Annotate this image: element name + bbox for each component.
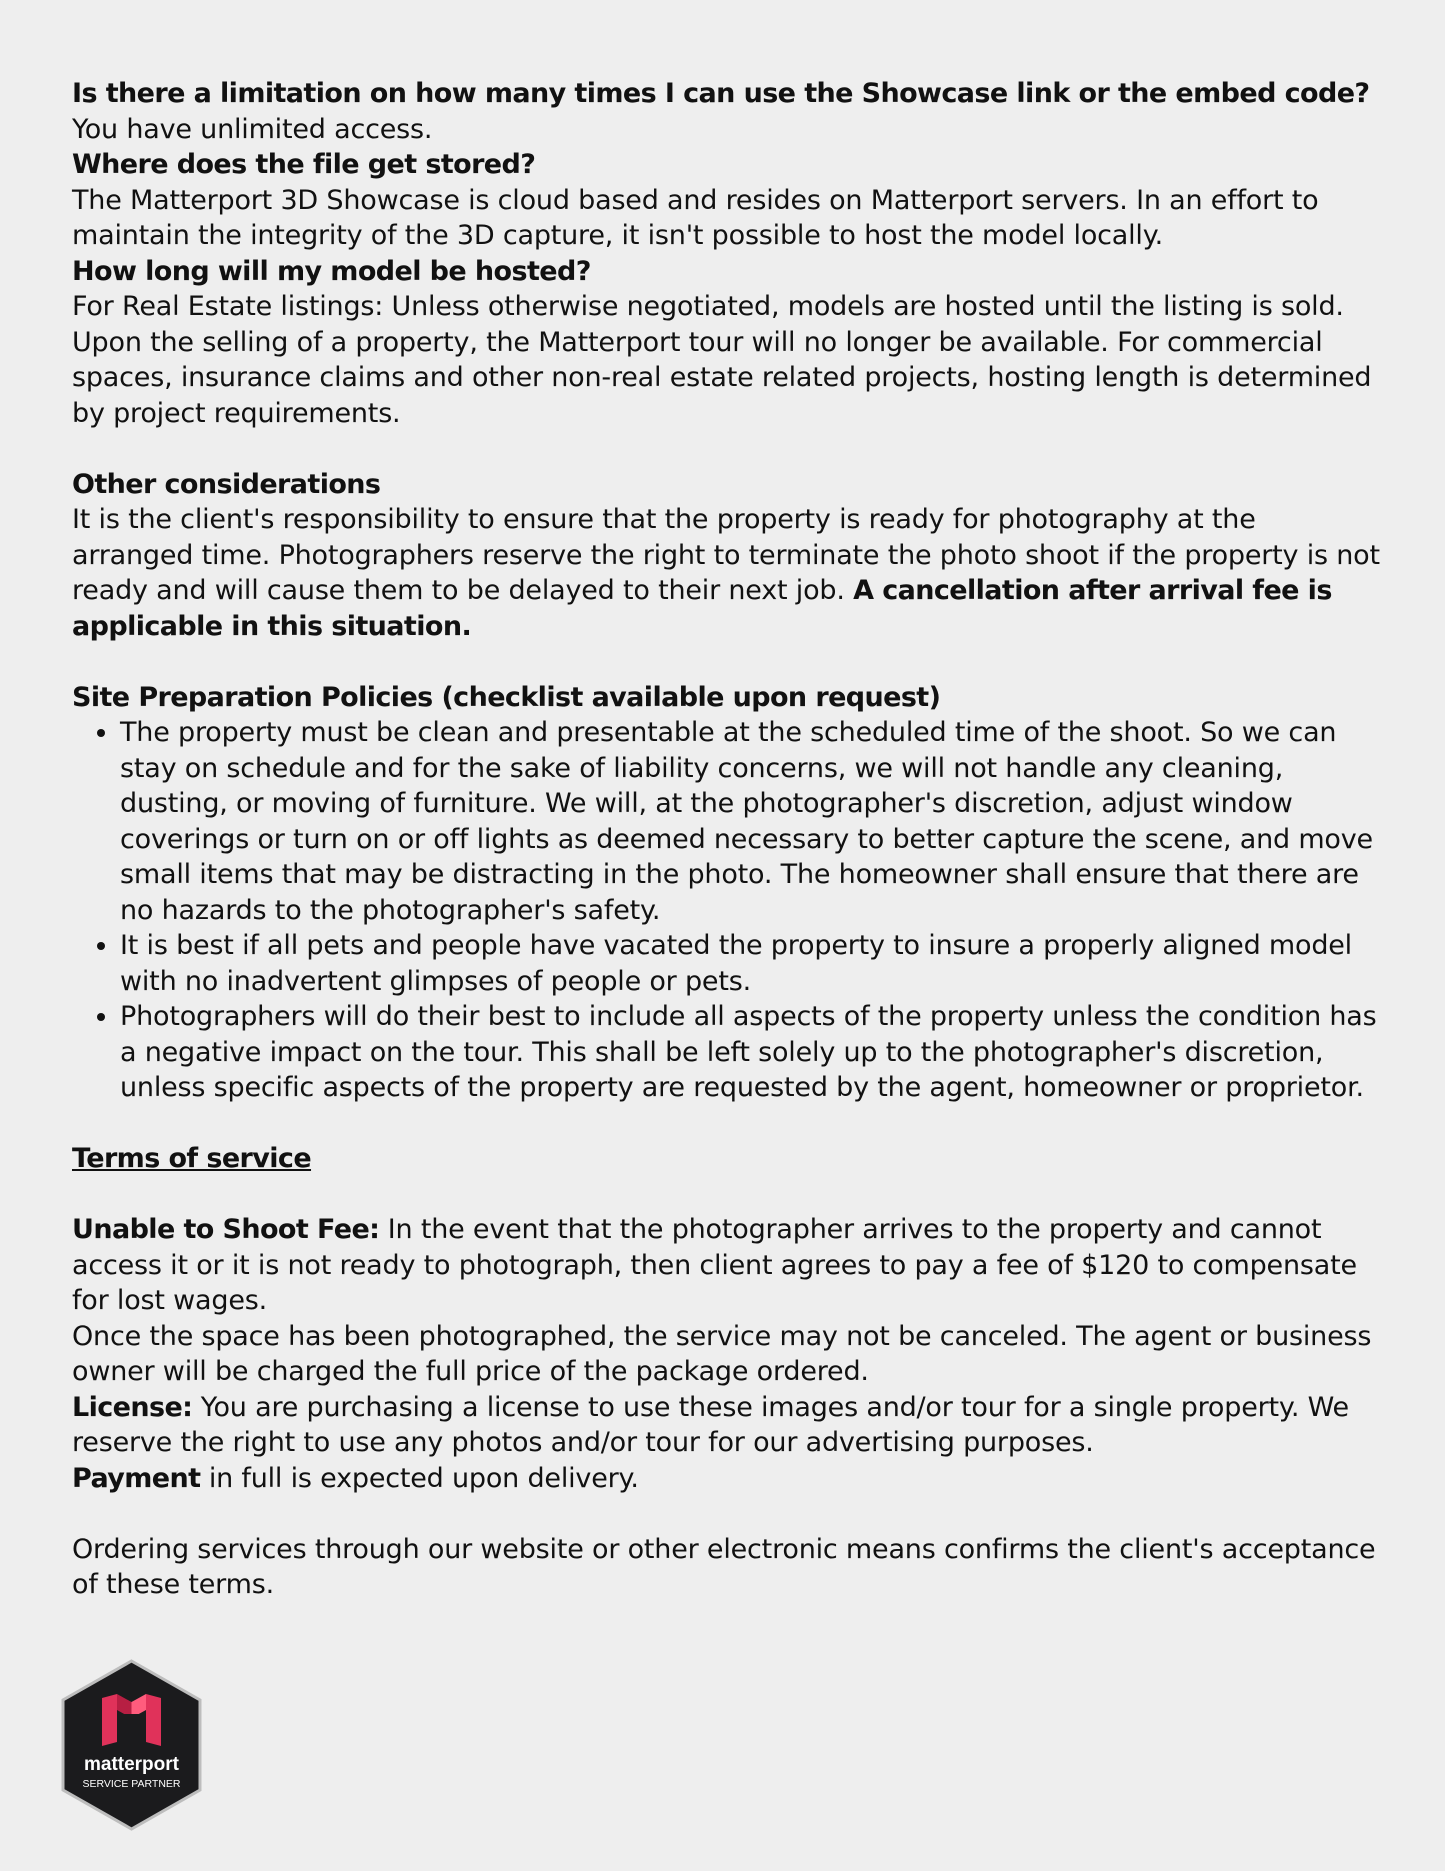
faq-answer-1: You have unlimited access. bbox=[72, 113, 433, 145]
terms-heading-line bbox=[72, 1141, 1382, 1177]
site-prep-list bbox=[72, 715, 1382, 1106]
unable-to-shoot-paragraph bbox=[72, 1212, 1382, 1319]
faq-question-1: Is there a limitation on how many times I can use the Showcase link or the embed code? bbox=[72, 78, 1370, 109]
unable-to-shoot-label: Unable to Shoot Fee: bbox=[72, 1214, 380, 1245]
unable-to-shoot-text: In the event that the photographer arrives to the property and cannot access it or it is not ready to photograph, then client agrees to pay a fee of $120 to compensate for lost wages. bbox=[72, 1214, 1357, 1316]
document-body bbox=[72, 76, 1382, 1603]
terms-heading: Terms of service bbox=[72, 1143, 312, 1174]
payment-text: in full is expected upon delivery. bbox=[200, 1462, 639, 1494]
list-item: • The property must be clean and presentable at the scheduled time of the shoot. So we can stay on schedule and for the sake of liability concerns, we will not handle any cleaning, dusting, or moving of furniture. We will, at the photographer's discretion, adjust window coverings or turn on or off lights as deemed necessary to better capture the scene, and move small items that may be distracting in the photo. The homeowner shall ensure that there are no hazards to the photographer's safety. bbox=[120, 715, 1382, 928]
other-considerations-paragraph bbox=[72, 502, 1382, 644]
payment-paragraph bbox=[72, 1461, 1382, 1497]
site-prep-heading: Site Preparation Policies (checklist available upon request) bbox=[72, 681, 941, 713]
faq-question-2: Where does the file get stored? bbox=[72, 149, 536, 180]
license-text: You are purchasing a license to use these images and/or tour for a single property. We reserve the right to use any photos and/or tour for our advertising purposes. bbox=[72, 1391, 1349, 1458]
faq-answer-2: The Matterport 3D Showcase is cloud based and resides on Matterport servers. In an effort to maintain the integrity of the 3D capture, it isn't possible to host the model locally. bbox=[72, 184, 1319, 251]
badge-brand: matterport bbox=[83, 1754, 180, 1775]
spacer bbox=[72, 1177, 1382, 1213]
cancellation-fee-note: A cancellation after arrival fee is applicable in this situation. bbox=[72, 575, 1332, 642]
list-item: • It is best if all pets and people have vacated the property to insure a properly aligned model with no inadvertent glimpses of people or pets. bbox=[120, 928, 1382, 999]
faq-question-3: How long will my model be hosted? bbox=[72, 255, 591, 287]
list-item: • Photographers will do their best to include all aspects of the property unless the condition has a negative impact on the tour. This shall be left solely up to the photographer's discretion, unless specific aspects of the property are requested by the agent, homeowner or proprietor. bbox=[120, 999, 1382, 1106]
other-considerations-text: It is the client's responsibility to ensure that the property is ready for photography at the arranged time. Photographers reserve the right to terminate the photo shoot if the property is not ready and will cause them to be delayed to their next job. bbox=[72, 504, 1380, 606]
license-label: License: bbox=[72, 1391, 193, 1423]
cancellation-policy: Once the space has been photographed, the service may not be canceled. The agent or business owner will be charged the full price of the package ordered. bbox=[72, 1320, 1372, 1387]
matterport-service-partner-badge bbox=[60, 1658, 203, 1832]
spacer bbox=[72, 644, 1382, 680]
acceptance-statement: Ordering services through our website or other electronic means confirms the client's acceptance of these terms. bbox=[72, 1533, 1376, 1600]
license-paragraph bbox=[72, 1390, 1382, 1461]
badge-subtitle: SERVICE PARTNER bbox=[82, 1778, 181, 1790]
spacer bbox=[72, 1496, 1382, 1532]
spacer bbox=[72, 431, 1382, 467]
spacer bbox=[72, 1106, 1382, 1142]
badge-hexagon bbox=[63, 1661, 200, 1829]
payment-label: Payment bbox=[72, 1462, 201, 1494]
other-considerations-heading: Other considerations bbox=[72, 468, 381, 500]
faq-answer-3: For Real Estate listings: Unless otherwise negotiated, models are hosted until the listing is sold. Upon the selling of a property, the Matterport tour will no longer be available. For commercial spaces, insurance claims and other non-real estate related projects, hosting length is determined by project requirements. bbox=[72, 291, 1372, 429]
